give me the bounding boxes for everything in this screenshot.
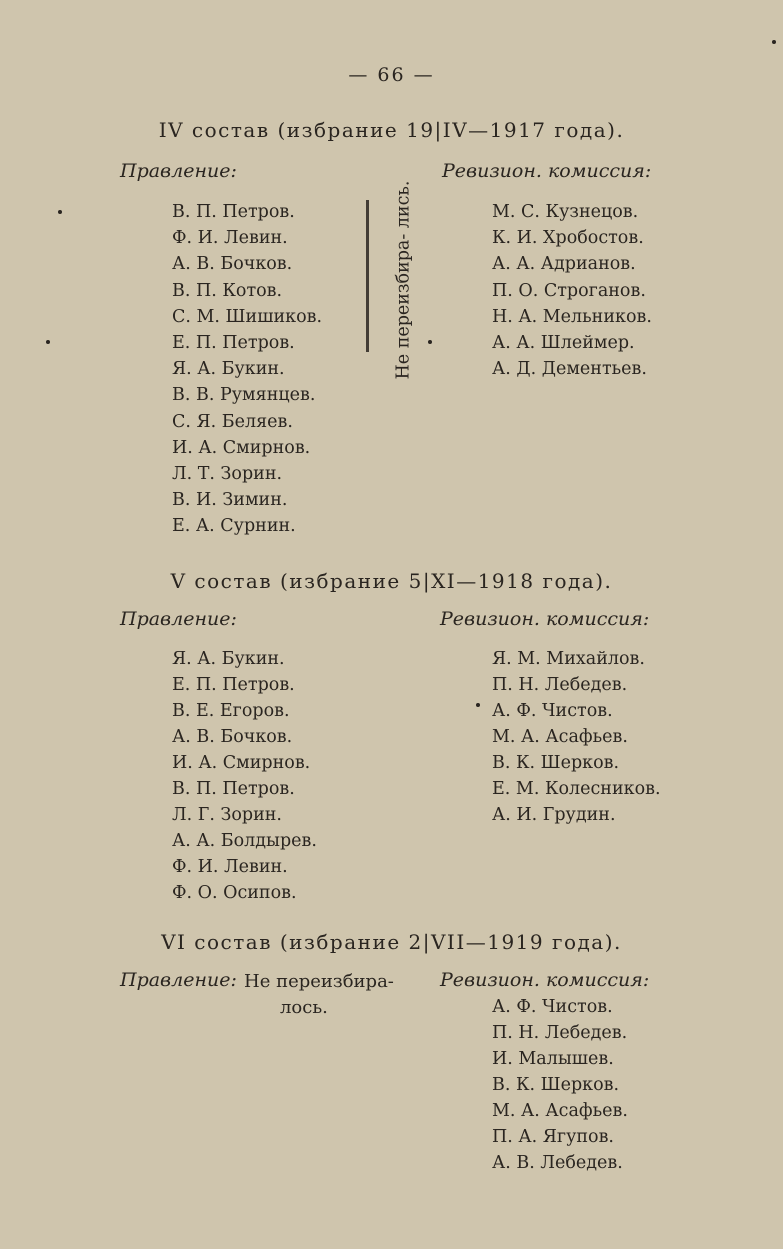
section6-revision-label: Ревизион. комиссия: — [440, 969, 650, 991]
paper-speck — [476, 703, 480, 707]
list-item: В. В. Румянцев. — [172, 385, 316, 406]
list-item: А. В. Бочков. — [172, 727, 293, 747]
list-item: Л. Г. Зорин. — [172, 805, 282, 825]
section6-board-label: Правление: — [120, 969, 237, 991]
section6-board-text — [244, 969, 394, 1021]
list-item: В. К. Шерков. — [492, 1075, 620, 1095]
list-item: А. В. Лебедев. — [492, 1153, 623, 1173]
section4-title: IV состав (избрание 19|IV—1917 года). — [158, 118, 625, 142]
list-item: Ф. И. Левин. — [172, 228, 288, 249]
section5-board-list — [172, 646, 317, 906]
list-item: А. Ф. Чистов. — [492, 997, 613, 1017]
list-item: Е. А. Сурнин. — [172, 516, 296, 537]
paper-speck — [772, 40, 776, 44]
paper-speck — [46, 340, 50, 344]
list-item: П. А. Ягупов. — [492, 1127, 614, 1147]
section6-title: VI состав (избрание 2|VII—1919 года). — [161, 930, 622, 954]
list-item: И. А. Смирнов. — [172, 753, 311, 773]
paper-speck — [58, 210, 62, 214]
list-item: Ф. И. Левин. — [172, 857, 288, 877]
section6-revision-list — [492, 994, 628, 1176]
board-text-line: лось. — [280, 997, 328, 1019]
list-item: Л. Т. Зорин. — [172, 463, 283, 484]
list-item: В. П. Петров. — [172, 779, 295, 799]
list-item: Е. М. Колесников. — [492, 779, 661, 799]
list-item: В. И. Зимин. — [172, 490, 288, 511]
list-item: В. К. Шерков. — [492, 753, 620, 773]
paper-speck — [428, 340, 432, 344]
list-item: А. В. Бочков. — [172, 254, 293, 275]
list-item: П. Н. Лебедев. — [492, 675, 628, 695]
section4-revision-label: Ревизион. комиссия: — [442, 160, 652, 182]
list-item: И. Малышев. — [492, 1049, 614, 1069]
list-item: А. А. Адрианов. — [492, 254, 636, 275]
list-item: А. Д. Дементьев. — [492, 359, 647, 380]
list-item: Н. А. Мельников. — [492, 306, 652, 327]
list-item: В. Е. Егоров. — [172, 701, 290, 721]
section5-board-label: Правление: — [120, 608, 237, 630]
list-item: Е. П. Петров. — [172, 675, 295, 695]
list-item: Я. А. Букин. — [172, 649, 285, 669]
list-item: В. П. Петров. — [172, 202, 295, 222]
list-item: Я. А. Букин. — [172, 359, 285, 380]
list-item: П. Н. Лебедев. — [492, 1023, 628, 1043]
section5-revision-list — [492, 646, 661, 828]
list-item: А. А. Шлеймер. — [492, 332, 635, 353]
vertical-note-text: Не переизбира- лись. — [393, 180, 414, 380]
list-item: М. С. Кузнецов. — [492, 202, 639, 222]
board-text-line: Не переизбира- — [244, 971, 394, 992]
list-item: А. И. Грудин. — [492, 805, 616, 825]
list-item: С. Я. Беляев. — [172, 411, 293, 432]
section5-title: V состав (избрание 5|XI—1918 года). — [170, 569, 613, 593]
list-item: Я. М. Михайлов. — [492, 649, 645, 669]
section4-revision-list — [492, 199, 652, 382]
bracket-line — [366, 200, 369, 352]
list-item: И. А. Смирнов. — [172, 437, 311, 458]
section5-revision-label: Ревизион. комиссия: — [440, 608, 650, 630]
list-item: М. А. Асафьев. — [492, 727, 628, 747]
section4-board-list — [172, 199, 322, 539]
list-item: В. П. Котов. — [172, 280, 283, 301]
list-item: М. А. Асафьев. — [492, 1101, 628, 1121]
page-number: — 66 — — [348, 64, 435, 86]
list-item: С. М. Шишиков. — [172, 306, 323, 327]
vertical-note — [382, 180, 424, 380]
list-item: Ф. О. Осипов. — [172, 883, 297, 903]
list-item: П. О. Строганов. — [492, 280, 646, 301]
list-item: А. Ф. Чистов. — [492, 701, 613, 721]
list-item: Е. П. Петров. — [172, 332, 295, 353]
list-item: А. А. Болдырев. — [172, 831, 317, 851]
section4-board-label: Правление: — [120, 160, 237, 182]
list-item: К. И. Хробостов. — [492, 228, 644, 249]
